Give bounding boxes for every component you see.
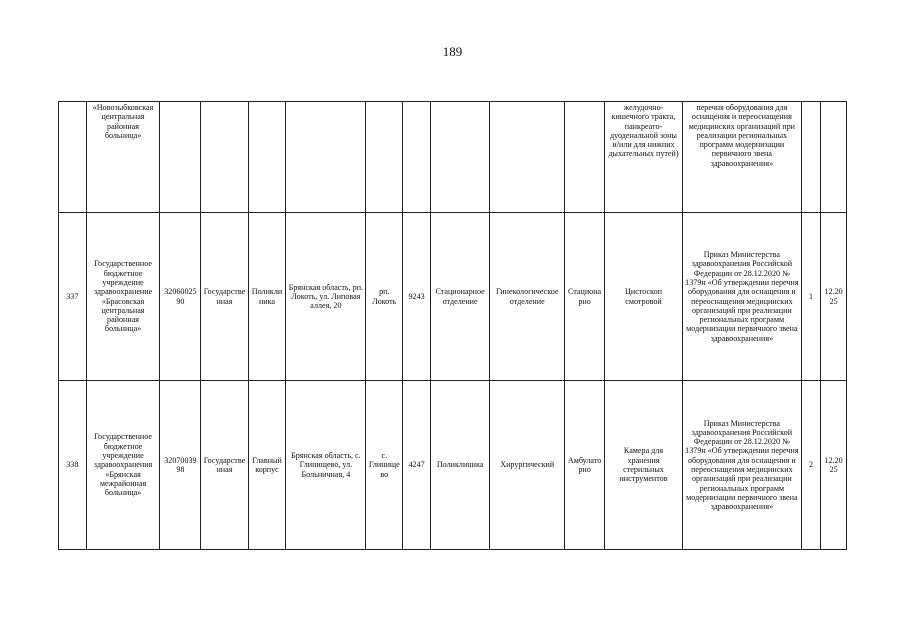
cell-dept-name: Хирургический — [490, 381, 565, 550]
cell-dept-type: Поликлиника — [430, 381, 489, 550]
cell-locality — [366, 102, 403, 213]
cell-code — [403, 102, 431, 213]
cell-address — [286, 102, 366, 213]
cell-equipment: Камера для хранения стерильных инструментов — [605, 381, 683, 550]
cell-date: 12.2025 — [821, 213, 847, 381]
cell-date: 12.2025 — [821, 381, 847, 550]
cell-code: 4247 — [403, 381, 431, 550]
cell-dept-type: Стационарное отделение — [430, 213, 489, 381]
table-row — [59, 213, 847, 381]
table-row — [59, 102, 847, 213]
cell-inn — [160, 102, 201, 213]
cell-inn: 3207003998 — [160, 381, 201, 550]
cell-ownership: Государственная — [201, 213, 248, 381]
cell-dept-type — [430, 102, 489, 213]
cell-unit: Главный корпус — [248, 381, 286, 550]
cell-legal-basis: Приказ Министерства здравоохранения Российской Федерации от 28.12.2020 № 1379н «Об утверждении перечня оборудования для оснащения и переоснащения медицинских организаций при реализации региональных программ модернизации первичного звена здравоохранения» — [682, 381, 801, 550]
cell-dept-name — [490, 102, 565, 213]
cell-care-mode: Амбулаторно — [565, 381, 605, 550]
cell-num — [59, 102, 87, 213]
cell-organization: Государственное бюджетное учреждение здравоохранение «Брасовская центральная районная больница» — [86, 213, 160, 381]
cell-care-mode: Стационарно — [565, 213, 605, 381]
cell-locality: рп. Локоть — [366, 213, 403, 381]
cell-care-mode — [565, 102, 605, 213]
cell-address: Брянская область, с. Глинищево, ул. Больничная, 4 — [286, 381, 366, 550]
cell-date — [821, 102, 847, 213]
cell-inn: 3206002590 — [160, 213, 201, 381]
cell-num: 337 — [59, 213, 87, 381]
cell-quantity: 2 — [801, 381, 820, 550]
cell-code: 9243 — [403, 213, 431, 381]
cell-dept-name: Гинекологическое отделение — [490, 213, 565, 381]
page-number: 189 — [442, 44, 463, 59]
cell-equipment: Цистоскоп смотровой — [605, 213, 683, 381]
table-row — [59, 381, 847, 550]
cell-locality: с. Глинищево — [366, 381, 403, 550]
cell-legal-basis: перечня оборудования для оснащения и переоснащения медицинских организаций при реализации региональных программ модернизации первичного звена здравоохранения» — [682, 102, 801, 213]
cell-legal-basis: Приказ Министерства здравоохранения Российской Федерации от 28.12.2020 № 1379н «Об утверждении перечня оборудования для оснащения и переоснащения медицинских организаций при реализации региональных программ модернизации первичного звена здравоохранения» — [682, 213, 801, 381]
cell-unit: Поликлиника — [248, 213, 286, 381]
cell-ownership: Государственная — [201, 381, 248, 550]
cell-quantity — [801, 102, 820, 213]
cell-num: 338 — [59, 381, 87, 550]
cell-unit — [248, 102, 286, 213]
equipment-table — [58, 101, 847, 550]
cell-organization: «Новозыбковская центральная районная больница» — [86, 102, 160, 213]
cell-address: Брянская область, рп. Локоть, ул. Липовая аллея, 20 — [286, 213, 366, 381]
cell-equipment: желудочно-кишечного тракта, панкреато-дуоденальной зоны и/или для нижних дыхательных путей) — [605, 102, 683, 213]
cell-ownership — [201, 102, 248, 213]
cell-organization: Государственное бюджетное учреждение здравоохранения «Брянская межрайонная больница» — [86, 381, 160, 550]
cell-quantity: 1 — [801, 213, 820, 381]
